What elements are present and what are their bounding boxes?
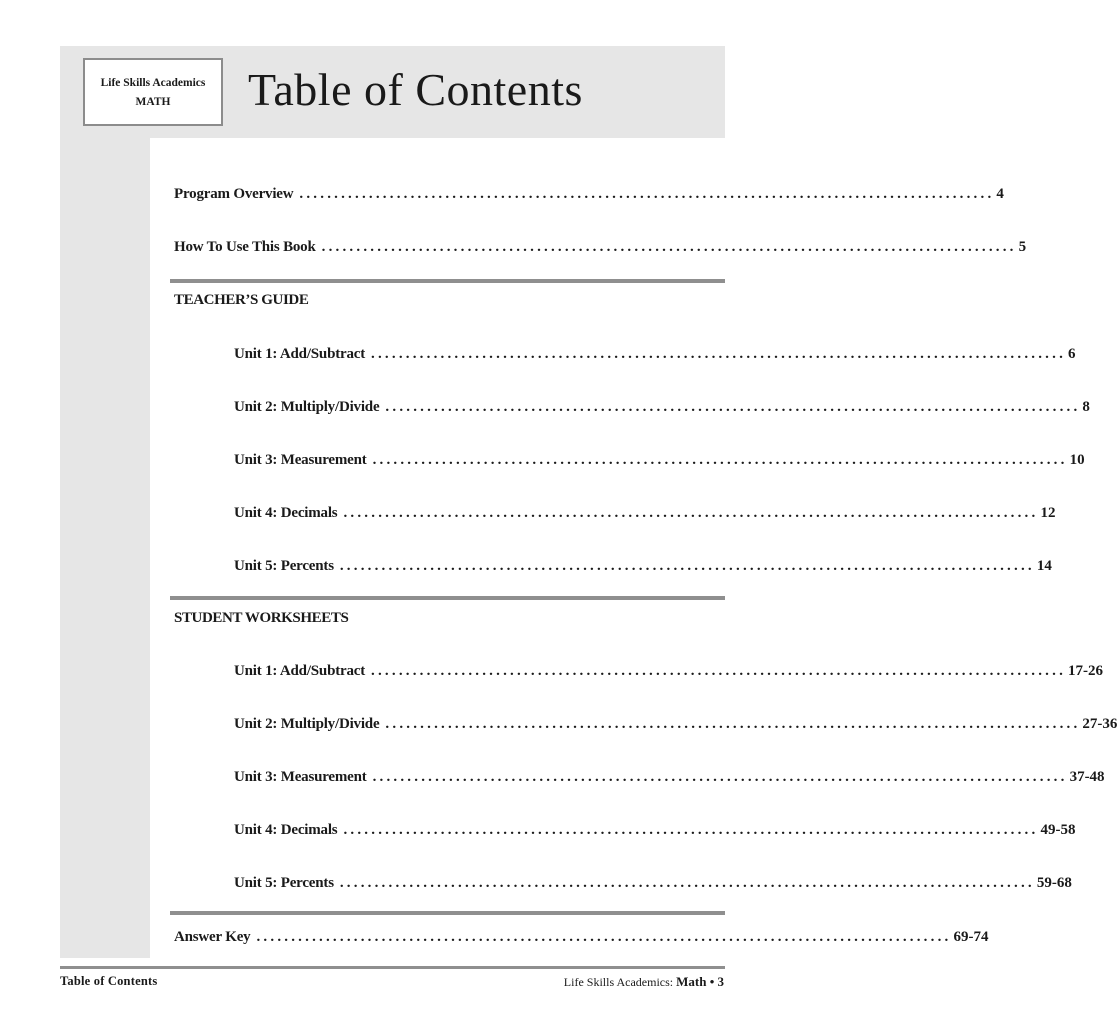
toc-entry-how-to-use[interactable] [174, 237, 1027, 257]
section-heading-teachers-guide: TEACHER’S GUIDE [174, 292, 309, 308]
toc-entry-sw-unit-1[interactable] [234, 661, 1104, 681]
toc-entry-label: Unit 4: Decimals [234, 822, 338, 838]
toc-entry-label: Unit 5: Percents [234, 875, 334, 891]
toc-entry-page: 37-48 [1069, 769, 1105, 785]
toc-entry-page: 14 [1036, 558, 1052, 574]
section-divider [170, 596, 725, 600]
toc-entry-page: 49-58 [1040, 822, 1076, 838]
toc-entry-label: Unit 2: Multiply/Divide [234, 399, 380, 415]
dot-leader: .................................................................................................... [299, 186, 995, 202]
toc-entry-sw-unit-5[interactable] [234, 873, 1072, 893]
dot-leader: .................................................................................................... [372, 769, 1068, 785]
dot-leader: .................................................................................................... [385, 716, 1081, 732]
toc-entry-label: Program Overview [174, 186, 294, 202]
toc-entry-tg-unit-3[interactable] [234, 450, 1085, 470]
toc-entry-page: 59-68 [1036, 875, 1072, 891]
toc-entry-tg-unit-4[interactable] [234, 503, 1056, 523]
badge-series-name: Life Skills Academics [100, 77, 206, 89]
toc-entry-page: 5 [1018, 239, 1027, 255]
dot-leader: .................................................................................................... [256, 929, 952, 945]
toc-entry-label: Unit 5: Percents [234, 558, 334, 574]
section-heading-student-worksheets: STUDENT WORKSHEETS [174, 610, 349, 626]
toc-entry-page: 4 [996, 186, 1004, 202]
toc-entry-answer-key[interactable] [174, 927, 989, 947]
dot-leader: .................................................................................................... [372, 452, 1068, 468]
footer-series-name: Life Skills Academics: [563, 975, 674, 989]
toc-entry-tg-unit-2[interactable] [234, 397, 1090, 417]
toc-entry-sw-unit-3[interactable] [234, 767, 1105, 787]
toc-entry-label: Answer Key [174, 929, 251, 945]
dot-leader: .................................................................................................... [343, 505, 1039, 521]
toc-entry-label: Unit 1: Add/Subtract [234, 346, 366, 362]
toc-entry-program-overview[interactable] [174, 184, 1004, 204]
section-divider [170, 911, 725, 915]
footer-section-title: Table of Contents [60, 974, 158, 988]
dot-leader: .................................................................................................... [321, 239, 1017, 255]
series-badge [83, 58, 223, 126]
page-title: Table of Contents [248, 64, 583, 115]
toc-entry-tg-unit-1[interactable] [234, 344, 1076, 364]
toc-entry-sw-unit-4[interactable] [234, 820, 1076, 840]
dot-leader: .................................................................................................... [343, 822, 1039, 838]
toc-entry-page: 8 [1082, 399, 1090, 415]
toc-entry-label: Unit 2: Multiply/Divide [234, 716, 380, 732]
dot-leader: .................................................................................................... [385, 399, 1081, 415]
toc-entry-label: Unit 3: Measurement [234, 452, 367, 468]
toc-entry-page: 10 [1069, 452, 1085, 468]
badge-subject: MATH [135, 96, 171, 108]
toc-entry-page: 12 [1040, 505, 1056, 521]
dot-leader: .................................................................................................... [339, 558, 1035, 574]
footer-page-info [564, 974, 724, 990]
toc-entry-sw-unit-2[interactable] [234, 714, 1117, 734]
toc-entry-label: Unit 4: Decimals [234, 505, 338, 521]
toc-entry-label: Unit 1: Add/Subtract [234, 663, 366, 679]
footer-page-number: Math • 3 [676, 974, 724, 989]
toc-entry-label: How To Use This Book [174, 239, 316, 255]
toc-entry-page: 17-26 [1068, 663, 1104, 679]
toc-entry-tg-unit-5[interactable] [234, 556, 1052, 576]
toc-entry-page: 69-74 [953, 929, 989, 945]
section-divider [170, 279, 725, 283]
dot-leader: .................................................................................................... [371, 663, 1067, 679]
dot-leader: .................................................................................................... [339, 875, 1035, 891]
toc-entry-page: 27-36 [1082, 716, 1117, 732]
footer-divider [60, 966, 725, 969]
dot-leader: .................................................................................................... [371, 346, 1067, 362]
toc-entry-page: 6 [1068, 346, 1076, 362]
toc-entry-label: Unit 3: Measurement [234, 769, 367, 785]
